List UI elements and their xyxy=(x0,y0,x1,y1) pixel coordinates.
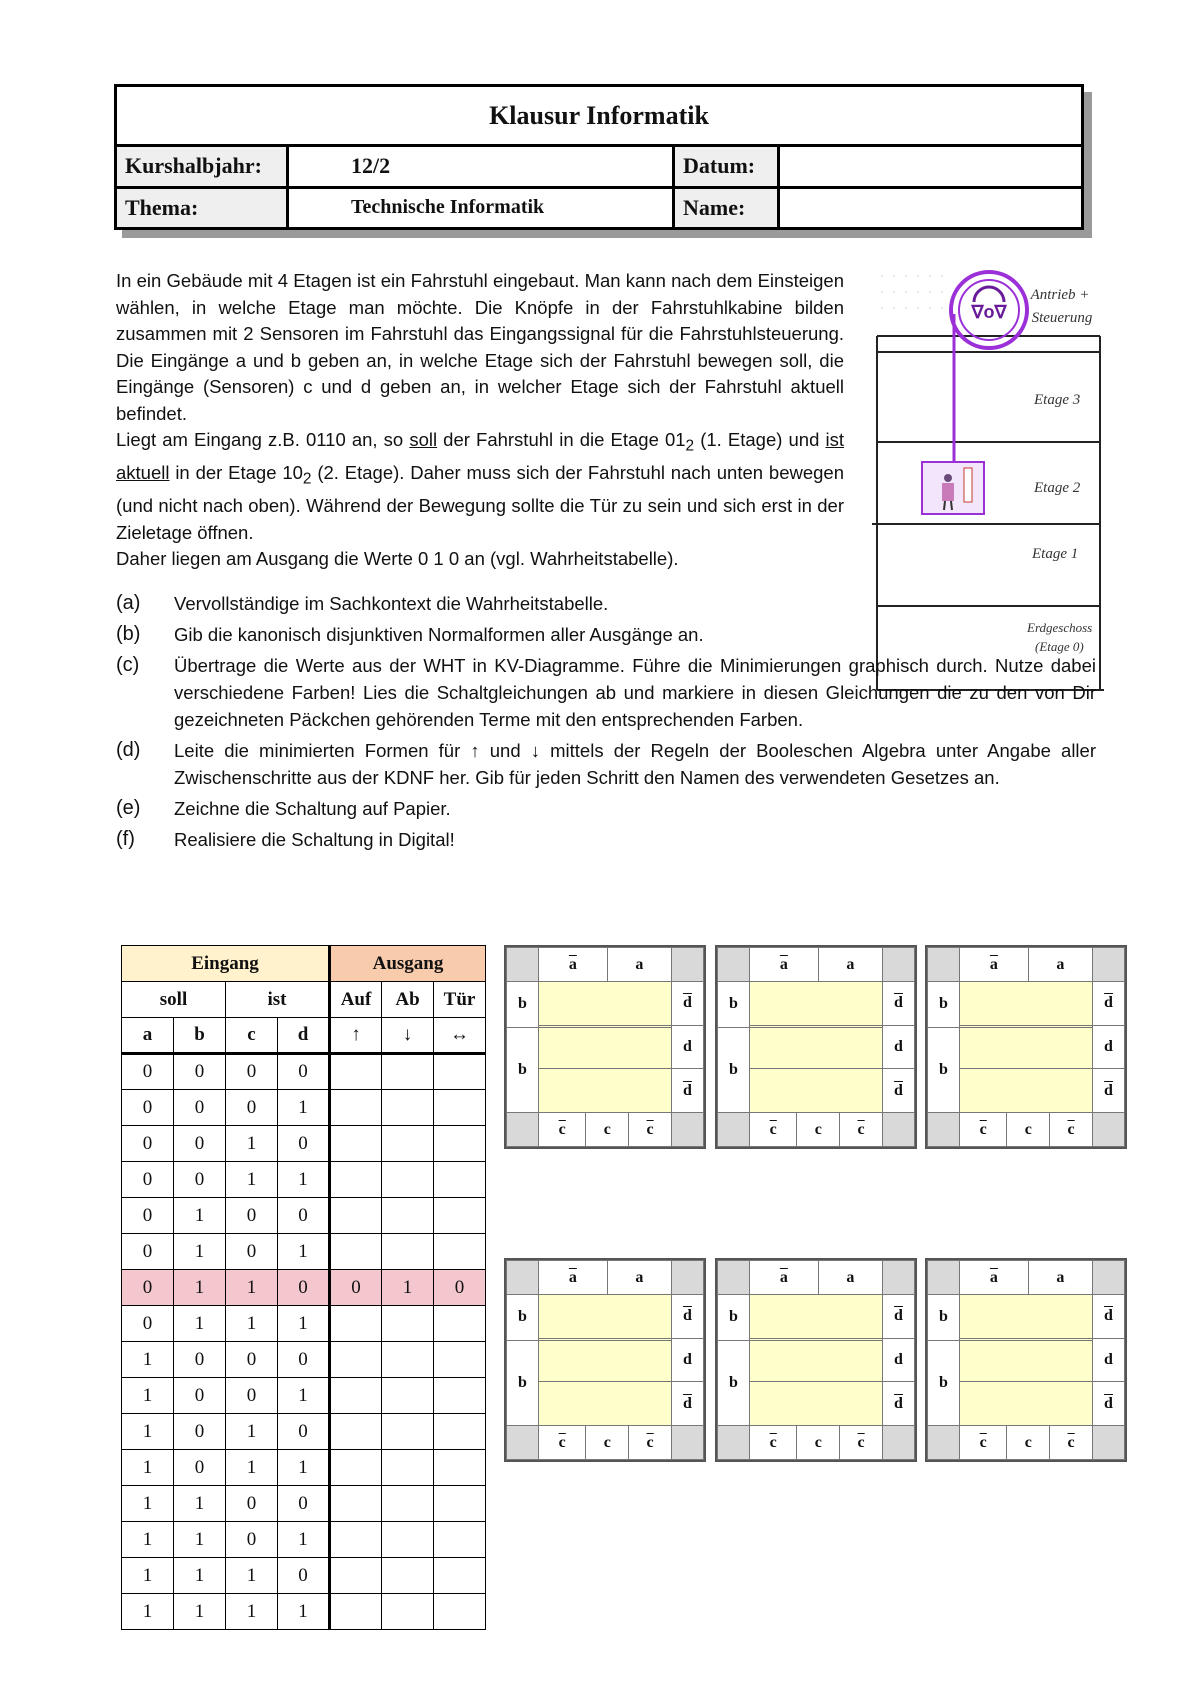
kv-c-neg: $\overline{c}$ xyxy=(857,1433,865,1451)
input-cell: 1 xyxy=(278,1234,330,1270)
output-cell[interactable] xyxy=(434,1054,486,1090)
input-cell: 0 xyxy=(226,1234,278,1270)
kv-d-neg: $\overline{d}$ xyxy=(1104,1081,1113,1099)
input-cell: 1 xyxy=(174,1594,226,1630)
input-cell: 0 xyxy=(278,1054,330,1090)
table-row xyxy=(122,1486,486,1522)
input-cell: 0 xyxy=(122,1126,174,1162)
kv-b: b xyxy=(718,982,750,1028)
table-row xyxy=(122,1090,486,1126)
output-cell[interactable] xyxy=(434,1306,486,1342)
kv-cell[interactable] xyxy=(539,1382,672,1426)
input-cell: 1 xyxy=(122,1378,174,1414)
kv-d: d xyxy=(883,1025,915,1069)
input-cell: 0 xyxy=(278,1126,330,1162)
output-cell[interactable]: 0 xyxy=(434,1270,486,1306)
output-cell[interactable] xyxy=(382,1306,434,1342)
task-b: (b) Gib die kanonisch disjunktiven Normalformen aller Ausgänge an. xyxy=(116,623,704,645)
table-row xyxy=(122,1342,486,1378)
input-cell: 1 xyxy=(174,1558,226,1594)
input-cell: 1 xyxy=(122,1486,174,1522)
exam-title: Klausur Informatik xyxy=(116,86,1083,146)
kv-cell[interactable] xyxy=(960,982,1093,1026)
kv-diagram xyxy=(504,1258,706,1462)
input-cell: 1 xyxy=(226,1450,278,1486)
output-cell[interactable] xyxy=(382,1522,434,1558)
table-row xyxy=(122,1054,486,1090)
kv-b: b xyxy=(928,982,960,1028)
input-cell: 0 xyxy=(226,1522,278,1558)
kv-diagram xyxy=(925,945,1127,1149)
datum-label: Datum: xyxy=(674,146,779,188)
kv-cell[interactable] xyxy=(960,1027,1093,1068)
kv-c-neg: $\overline{c}$ xyxy=(646,1433,654,1451)
input-cell: 0 xyxy=(174,1450,226,1486)
col-down: ↓ xyxy=(382,1018,434,1054)
input-cell: 1 xyxy=(174,1198,226,1234)
output-cell[interactable] xyxy=(330,1198,382,1234)
output-cell[interactable] xyxy=(330,1054,382,1090)
kv-c-neg: $\overline{c}$ xyxy=(769,1120,777,1138)
kv-cell[interactable] xyxy=(960,1382,1093,1426)
kv-d-neg: $\overline{d}$ xyxy=(894,1081,903,1099)
input-cell: 0 xyxy=(174,1090,226,1126)
kv-b: b xyxy=(718,1295,750,1341)
kv-c: c xyxy=(1024,1433,1032,1451)
col-b: b xyxy=(174,1018,226,1054)
output-cell[interactable] xyxy=(330,1126,382,1162)
output-cell[interactable] xyxy=(434,1486,486,1522)
kv-b: b xyxy=(928,1295,960,1341)
kv-cell[interactable] xyxy=(750,1069,883,1113)
output-cell[interactable] xyxy=(382,1558,434,1594)
output-cell[interactable] xyxy=(382,1054,434,1090)
sub-ab: Ab xyxy=(382,982,434,1018)
input-cell: 0 xyxy=(174,1378,226,1414)
input-cell: 1 xyxy=(122,1450,174,1486)
input-cell: 1 xyxy=(278,1090,330,1126)
table-row xyxy=(122,1126,486,1162)
input-cell: 1 xyxy=(278,1162,330,1198)
output-cell[interactable] xyxy=(382,1090,434,1126)
kv-c: c xyxy=(814,1120,822,1138)
kv-cell[interactable] xyxy=(750,1295,883,1339)
kv-d-neg: $\overline{d}$ xyxy=(683,1394,692,1412)
intro-paragraph-2: Liegt am Eingang z.B. 0110 an, so soll der Fahrstuhl in die Etage $01_2$ (1. Etage) und ist aktuell in der Etage $10_2$ (2. Etage). Daher muss sich der Fahrstuhl nach unten bewegen (und nicht nach oben). Während der Bewegung sollte die Tür zu sein und sich erst in der Zieletage öffnen. xyxy=(116,429,844,543)
name-field[interactable] xyxy=(779,187,1083,229)
task-a: (a) Vervollständige im Sachkontext die Wahrheitstabelle. xyxy=(116,592,609,614)
output-cell[interactable] xyxy=(330,1090,382,1126)
kv-diagram xyxy=(715,945,917,1149)
input-cell: 1 xyxy=(278,1306,330,1342)
input-cell: 1 xyxy=(226,1414,278,1450)
input-cell: 1 xyxy=(122,1558,174,1594)
task-c: (c) Übertrage die Werte aus der WHT in KV-Diagramme. Führe die Minimierungen graphisch durch. Nutze dabei verschiedene Farben! Lies die Schaltgleichungen ab und markiere in diesen Gleichungen die zu den von Dir gezeichneten Päckchen gehörenden Terme mit den entsprechenden Farben. xyxy=(116,654,1096,730)
col-door: ↔ xyxy=(434,1018,486,1054)
input-cell: 0 xyxy=(278,1486,330,1522)
col-c: c xyxy=(226,1018,278,1054)
kv-d-neg: $\overline{d}$ xyxy=(894,1307,903,1325)
kv-d-neg: $\overline{d}$ xyxy=(683,1307,692,1325)
kv-a-neg: $\overline{a}$ xyxy=(989,1268,998,1286)
kv-b: b xyxy=(507,982,539,1028)
output-cell[interactable]: 1 xyxy=(382,1270,434,1306)
input-cell: 1 xyxy=(174,1522,226,1558)
input-cell: 0 xyxy=(174,1342,226,1378)
kv-cell[interactable] xyxy=(750,1340,883,1381)
kv-d-neg: $\overline{d}$ xyxy=(894,1394,903,1412)
input-cell: 1 xyxy=(278,1522,330,1558)
kv-d-neg: $\overline{d}$ xyxy=(1104,1307,1113,1325)
floor-0-label: Erdgeschoss xyxy=(1027,620,1093,635)
output-cell[interactable] xyxy=(382,1414,434,1450)
input-cell: 0 xyxy=(174,1162,226,1198)
kv-cell[interactable] xyxy=(539,1027,672,1068)
kv-a: a xyxy=(846,1268,855,1286)
kv-c-neg: $\overline{c}$ xyxy=(646,1120,654,1138)
table-row xyxy=(122,1270,486,1306)
output-cell[interactable] xyxy=(330,1342,382,1378)
kv-cell[interactable] xyxy=(750,1027,883,1068)
kv-a-neg: $\overline{a}$ xyxy=(779,955,788,973)
output-cell[interactable] xyxy=(434,1378,486,1414)
input-cell: 1 xyxy=(226,1162,278,1198)
input-cell: 0 xyxy=(278,1270,330,1306)
output-cell[interactable] xyxy=(434,1522,486,1558)
input-cell: 0 xyxy=(278,1414,330,1450)
output-cell[interactable] xyxy=(382,1198,434,1234)
kv-diagram xyxy=(504,945,706,1149)
drive-label-2: Steuerung xyxy=(1031,310,1093,326)
sub-ist: ist xyxy=(226,982,330,1018)
input-cell: 1 xyxy=(122,1594,174,1630)
drive-label-1: Antrieb + xyxy=(1030,287,1090,303)
output-cell[interactable] xyxy=(330,1378,382,1414)
input-cell: 1 xyxy=(226,1594,278,1630)
input-cell: 1 xyxy=(226,1270,278,1306)
output-cell[interactable] xyxy=(330,1162,382,1198)
input-cell: 1 xyxy=(278,1450,330,1486)
kv-d: d xyxy=(672,1338,704,1382)
input-cell: 0 xyxy=(226,1090,278,1126)
input-cell: 0 xyxy=(174,1414,226,1450)
kv-cell[interactable] xyxy=(539,1295,672,1339)
kv-a: a xyxy=(635,955,644,973)
kv-b: b xyxy=(928,1340,960,1425)
kv-c: c xyxy=(603,1120,611,1138)
input-cell: 1 xyxy=(122,1342,174,1378)
kv-d-neg: $\overline{d}$ xyxy=(1104,994,1113,1012)
exam-header xyxy=(114,84,1084,230)
output-cell[interactable] xyxy=(330,1522,382,1558)
output-cell[interactable] xyxy=(330,1594,382,1630)
input-cell: 1 xyxy=(174,1486,226,1522)
kv-c-neg: $\overline{c}$ xyxy=(857,1120,865,1138)
kv-c: c xyxy=(603,1433,611,1451)
input-cell: 0 xyxy=(122,1162,174,1198)
kv-a-neg: $\overline{a}$ xyxy=(779,1268,788,1286)
kv-d: d xyxy=(1093,1338,1125,1382)
output-cell[interactable]: 0 xyxy=(330,1270,382,1306)
output-cell[interactable] xyxy=(434,1450,486,1486)
floor-2-label: Etage 2 xyxy=(1034,480,1081,496)
name-label: Name: xyxy=(674,187,779,229)
input-cell: 0 xyxy=(226,1342,278,1378)
input-cell: 0 xyxy=(122,1054,174,1090)
output-cell[interactable] xyxy=(382,1234,434,1270)
kv-cell[interactable] xyxy=(750,1382,883,1426)
output-cell[interactable] xyxy=(434,1090,486,1126)
output-cell[interactable] xyxy=(434,1594,486,1630)
input-cell: 1 xyxy=(122,1414,174,1450)
input-cell: 1 xyxy=(226,1558,278,1594)
output-cell[interactable] xyxy=(434,1558,486,1594)
input-cell: 1 xyxy=(226,1306,278,1342)
thema-label: Thema: xyxy=(116,187,288,229)
kv-cell[interactable] xyxy=(539,1340,672,1381)
kv-c-neg: $\overline{c}$ xyxy=(979,1433,987,1451)
kv-cell[interactable] xyxy=(960,1295,1093,1339)
table-row xyxy=(122,1522,486,1558)
kv-d: d xyxy=(1093,1025,1125,1069)
table-row xyxy=(122,1306,486,1342)
group-ausgang: Ausgang xyxy=(330,946,486,982)
kv-diagram xyxy=(925,1258,1127,1462)
input-cell: 0 xyxy=(174,1054,226,1090)
input-cell: 0 xyxy=(226,1378,278,1414)
output-cell[interactable] xyxy=(382,1486,434,1522)
kv-c-neg: $\overline{c}$ xyxy=(558,1433,566,1451)
col-a: a xyxy=(122,1018,174,1054)
kurs-value: 12/2 xyxy=(288,146,674,188)
kv-c-neg: $\overline{c}$ xyxy=(558,1120,566,1138)
kv-b: b xyxy=(507,1027,539,1112)
kv-a: a xyxy=(1056,955,1065,973)
kv-c: c xyxy=(1024,1120,1032,1138)
task-f: (f) Realisiere die Schaltung in Digital! xyxy=(116,828,455,850)
kv-a-neg: $\overline{a}$ xyxy=(568,955,577,973)
datum-field[interactable] xyxy=(779,146,1083,188)
task-d: (d) Leite die minimierten Formen für ↑ und ↓ mittels der Regeln der Booleschen Algebra unter Angabe aller Zwischenschritte aus der KDNF her. Gib für jeden Schritt den Namen des verwendeten Gesetzes an. xyxy=(116,739,1096,788)
kurs-label: Kurshalbjahr: xyxy=(116,146,288,188)
table-row xyxy=(122,1234,486,1270)
table-row xyxy=(122,1198,486,1234)
output-cell[interactable] xyxy=(330,1414,382,1450)
input-cell: 0 xyxy=(122,1090,174,1126)
output-cell[interactable] xyxy=(434,1414,486,1450)
floor-3-label: Etage 3 xyxy=(1034,392,1081,408)
output-cell[interactable] xyxy=(330,1486,382,1522)
kv-c-neg: $\overline{c}$ xyxy=(1067,1433,1075,1451)
col-d: d xyxy=(278,1018,330,1054)
elevator-cabin xyxy=(922,462,984,514)
output-cell[interactable] xyxy=(382,1450,434,1486)
input-cell: 1 xyxy=(278,1594,330,1630)
task-e: (e) Zeichne die Schaltung auf Papier. xyxy=(116,797,451,819)
input-cell: 0 xyxy=(122,1270,174,1306)
output-cell[interactable] xyxy=(434,1126,486,1162)
output-cell[interactable] xyxy=(434,1162,486,1198)
input-cell: 1 xyxy=(174,1234,226,1270)
kv-c-neg: $\overline{c}$ xyxy=(979,1120,987,1138)
table-row xyxy=(122,1450,486,1486)
kv-b: b xyxy=(718,1340,750,1425)
input-cell: 0 xyxy=(122,1198,174,1234)
truth-table xyxy=(121,945,486,1630)
table-row xyxy=(122,1558,486,1594)
kv-a: a xyxy=(846,955,855,973)
kv-b: b xyxy=(507,1295,539,1341)
output-cell[interactable] xyxy=(330,1558,382,1594)
table-row xyxy=(122,1378,486,1414)
svg-text:∇o∇: ∇o∇ xyxy=(971,302,1007,322)
kv-cell[interactable] xyxy=(539,1069,672,1113)
input-cell: 0 xyxy=(174,1126,226,1162)
intro-paragraph-3: Daher liegen am Ausgang die Werte 0 1 0 an (vgl. Wahrheitstabelle). xyxy=(116,548,679,570)
kv-d-neg: $\overline{d}$ xyxy=(894,994,903,1012)
output-cell[interactable] xyxy=(382,1342,434,1378)
kv-b: b xyxy=(507,1340,539,1425)
kv-b: b xyxy=(718,1027,750,1112)
input-cell: 1 xyxy=(278,1378,330,1414)
kv-d-neg: $\overline{d}$ xyxy=(1104,1394,1113,1412)
intro-paragraph-1: In ein Gebäude mit 4 Etagen ist ein Fahrstuhl eingebaut. Man kann nach dem Einsteigen wählen, in welche Etage man möchte. Die Knöpfe in der Fahrstuhlkabine bilden zusammen mit 2 Sensoren im Fahrstuhl das Eingangssignal für die Fahrstuhlsteuerung. Die Eingänge a und b geben an, in welche Etage sich der Fahrstuhl bewegen soll, die Eingänge (Sensoren) c und d geben an, in welcher Etage sich der Fahrstuhl aktuell befindet. xyxy=(116,270,844,424)
kv-c-neg: $\overline{c}$ xyxy=(1067,1120,1075,1138)
kv-cell[interactable] xyxy=(750,982,883,1026)
sub-soll: soll xyxy=(122,982,226,1018)
output-cell[interactable] xyxy=(382,1162,434,1198)
kv-d: d xyxy=(672,1025,704,1069)
kv-cell[interactable] xyxy=(960,1069,1093,1113)
input-cell: 1 xyxy=(174,1270,226,1306)
task-list xyxy=(116,590,1096,857)
col-up: ↑ xyxy=(330,1018,382,1054)
input-cell: 1 xyxy=(226,1126,278,1162)
kv-d: d xyxy=(883,1338,915,1382)
kv-a-neg: $\overline{a}$ xyxy=(989,955,998,973)
thema-value: Technische Informatik xyxy=(288,187,674,229)
output-cell[interactable] xyxy=(382,1126,434,1162)
output-cell[interactable] xyxy=(434,1342,486,1378)
input-cell: 0 xyxy=(122,1306,174,1342)
kv-diagram xyxy=(715,1258,917,1462)
intro-text xyxy=(116,268,844,573)
kv-cell[interactable] xyxy=(539,982,672,1026)
input-cell: 0 xyxy=(226,1486,278,1522)
input-cell: 0 xyxy=(278,1198,330,1234)
table-row xyxy=(122,1594,486,1630)
output-cell[interactable] xyxy=(434,1234,486,1270)
table-row xyxy=(122,1162,486,1198)
input-cell: 0 xyxy=(122,1234,174,1270)
output-cell[interactable] xyxy=(382,1594,434,1630)
input-cell: 0 xyxy=(278,1342,330,1378)
kv-a-neg: $\overline{a}$ xyxy=(568,1268,577,1286)
group-eingang: Eingang xyxy=(122,946,330,982)
input-cell: 0 xyxy=(226,1054,278,1090)
input-cell: 0 xyxy=(278,1558,330,1594)
kv-a: a xyxy=(635,1268,644,1286)
kv-cell[interactable] xyxy=(960,1340,1093,1381)
sub-tuer: Tür xyxy=(434,982,486,1018)
input-cell: 1 xyxy=(174,1306,226,1342)
kv-b: b xyxy=(928,1027,960,1112)
floor-1-label: Etage 1 xyxy=(1032,546,1079,562)
output-cell[interactable] xyxy=(330,1234,382,1270)
input-cell: 0 xyxy=(226,1198,278,1234)
input-cell: 1 xyxy=(122,1522,174,1558)
output-cell[interactable] xyxy=(434,1198,486,1234)
output-cell[interactable] xyxy=(330,1306,382,1342)
sub-auf: Auf xyxy=(330,982,382,1018)
output-cell[interactable] xyxy=(382,1378,434,1414)
kv-c: c xyxy=(814,1433,822,1451)
floor-0-sublabel: (Etage 0) xyxy=(1035,639,1084,654)
kv-c-neg: $\overline{c}$ xyxy=(769,1433,777,1451)
kv-d-neg: $\overline{d}$ xyxy=(683,994,692,1012)
table-row xyxy=(122,1414,486,1450)
output-cell[interactable] xyxy=(330,1450,382,1486)
kv-d-neg: $\overline{d}$ xyxy=(683,1081,692,1099)
kv-a: a xyxy=(1056,1268,1065,1286)
